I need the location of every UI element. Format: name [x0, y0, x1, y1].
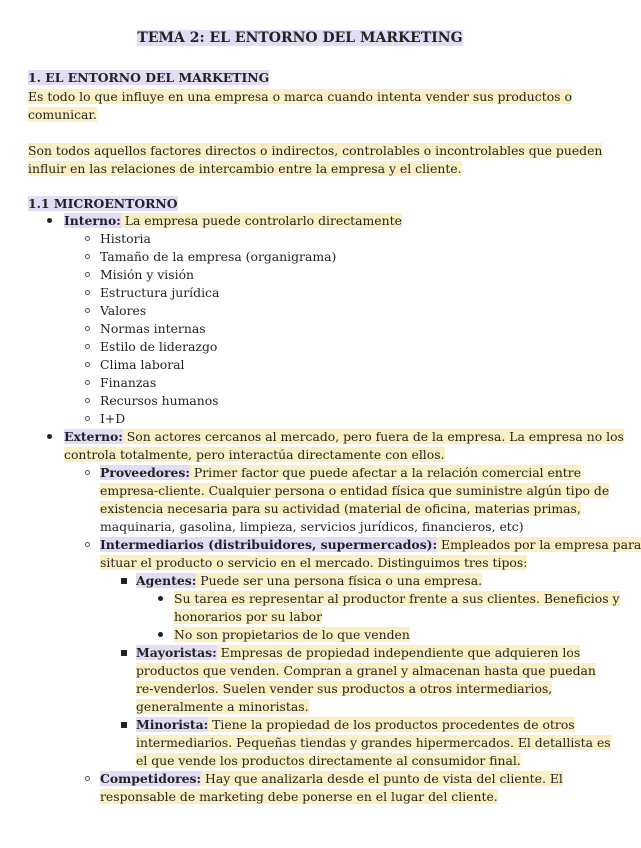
ring-bullet-icon [85, 776, 90, 781]
agentes-label: Agentes: [136, 573, 197, 588]
mayoristas-line3 [136, 680, 552, 698]
p1-line1-text: Es todo lo que influye en una empresa o marca cuando intenta vender sus productos o [28, 89, 572, 104]
ring-bullet-icon [85, 236, 90, 241]
square-bullet-icon [121, 722, 127, 728]
agentes-text: Puede ser una persona física o una empresa. [196, 573, 483, 588]
ring-bullet-icon [85, 470, 90, 475]
agentes-sub1-line1 [174, 590, 620, 608]
ring-bullet-icon [85, 380, 90, 385]
interno-sub-item: Valores [100, 303, 147, 318]
square-bullet-icon [121, 578, 127, 584]
agentes-sub1-line2 [174, 608, 322, 626]
agentes-line [136, 572, 482, 590]
mayoristas-text-4: generalmente a minoristas. [136, 699, 309, 714]
interno-label: Interno: [64, 213, 121, 228]
ring-bullet-icon [85, 542, 90, 547]
intermediarios-label: Intermediarios (distribuidores, supermercados): [100, 537, 438, 552]
minorista-label: Minorista: [136, 717, 209, 732]
ring-bullet-icon [85, 254, 90, 259]
competidores-line1 [100, 770, 563, 788]
ring-bullet-icon [85, 308, 90, 313]
minorista-line3 [136, 752, 521, 770]
bullet-dot-icon [47, 434, 52, 439]
interno-sub-item: Finanzas [100, 375, 157, 390]
interno-sub-item: Normas internas [100, 321, 206, 336]
mayoristas-line1 [136, 644, 580, 662]
section-11-heading-text: 1.1 MICROENTORNO [28, 196, 178, 211]
page-title [0, 28, 600, 48]
competidores-text-2: responsable de marketing debe ponerse en el lugar del cliente. [100, 789, 498, 804]
competidores-line2 [100, 788, 498, 806]
mayoristas-text-3: re-venderlos. Suelen vender sus productos a otros intermediarios, [136, 681, 553, 696]
interno-sub-item: Misión y visión [100, 267, 195, 282]
interno-sub-item: Estructura jurídica [100, 285, 220, 300]
mayoristas-text-2: productos que venden. Compran a granel y almacenan hasta que puedan [136, 663, 596, 678]
agentes-sub1-text-2: honorarios por su labor [174, 609, 323, 624]
agentes-sub2-text: No son propietarios de lo que venden [174, 627, 410, 642]
agentes-sub1-text-1: Su tarea es representar al productor frente a sus clientes. Beneficios y [174, 591, 620, 606]
proveedores-line2 [100, 482, 609, 500]
ring-bullet-icon [85, 416, 90, 421]
ring-bullet-icon [85, 398, 90, 403]
proveedores-text-1: Primer factor que puede afectar a la relación comercial entre [189, 465, 582, 480]
minorista-text-1: Tiene la propiedad de los productos procedentes de otros [208, 717, 575, 732]
externo-line1 [64, 428, 624, 446]
ring-bullet-icon [85, 362, 90, 367]
minorista-line1 [136, 716, 575, 734]
interno-sub-item: I+D [100, 411, 126, 426]
section-1-p1-line1 [28, 88, 572, 106]
externo-label: Externo: [64, 429, 123, 444]
proveedores-text-3: existencia necesaria para su actividad (material de oficina, materias primas, [100, 501, 581, 516]
interno-sub-item: Clima laboral [100, 357, 185, 372]
section-1-p1-line2 [28, 106, 97, 124]
intermediarios-text-1: Empleados por la empresa para [437, 537, 641, 552]
proveedores-label: Proveedores: [100, 465, 190, 480]
intermediarios-line2 [100, 554, 527, 572]
title-text: TEMA 2: EL ENTORNO DEL MARKETING [137, 30, 463, 46]
interno-item [64, 212, 402, 230]
ring-bullet-icon [85, 290, 90, 295]
proveedores-line1 [100, 464, 581, 482]
ring-bullet-icon [85, 344, 90, 349]
proveedores-line3 [100, 500, 581, 518]
proveedores-line4: maquinaria, gasolina, limpieza, servicios jurídicos, financieros, etc) [100, 519, 524, 534]
agentes-sub2 [174, 626, 410, 644]
externo-line2 [64, 446, 445, 464]
section-1-heading-text: 1. EL ENTORNO DEL MARKETING [28, 70, 270, 85]
mayoristas-line4 [136, 698, 309, 716]
bullet-dot-icon [47, 218, 52, 223]
competidores-label: Competidores: [100, 771, 202, 786]
bullet-dot-icon [158, 596, 163, 601]
mayoristas-text-1: Empresas de propiedad independiente que adquieren los [216, 645, 581, 660]
bullet-dot-icon [158, 632, 163, 637]
interno-sub-item: Historia [100, 231, 151, 246]
minorista-text-3: el que vende los productos directamente al consumidor final. [136, 753, 521, 768]
p2-line1-text: Son todos aquellos factores directos o indirectos, controlables o incontrolables que pueden [28, 143, 603, 158]
interno-sub-item: Estilo de liderazgo [100, 339, 218, 354]
mayoristas-line2 [136, 662, 596, 680]
square-bullet-icon [121, 650, 127, 656]
section-1-p2-line1 [28, 142, 602, 160]
externo-text-1: Son actores cercanos al mercado, pero fuera de la empresa. La empresa no los [122, 429, 624, 444]
interno-sub-item: Tamaño de la empresa (organigrama) [100, 249, 337, 264]
ring-bullet-icon [85, 326, 90, 331]
competidores-text-1: Hay que analizarla desde el punto de vista del cliente. El [201, 771, 563, 786]
mayoristas-label: Mayoristas: [136, 645, 217, 660]
section-11-heading [28, 195, 178, 213]
interno-sub-item: Recursos humanos [100, 393, 219, 408]
section-1-p2-line2 [28, 160, 462, 178]
intermediarios-text-2: situar el producto o servicio en el mercado. Distinguimos tres tipos: [100, 555, 528, 570]
proveedores-text-2: empresa-cliente. Cualquier persona o entidad física que suministre algún tipo de [100, 483, 610, 498]
intermediarios-line1 [100, 536, 641, 554]
p2-line2-text: influir en las relaciones de intercambio entre la empresa y el cliente. [28, 161, 462, 176]
minorista-text-2: intermediarios. Pequeñas tiendas y grandes hipermercados. El detallista es [136, 735, 611, 750]
p1-line2-text: comunicar. [28, 107, 97, 122]
interno-text: La empresa puede controlarlo directamente [120, 213, 402, 228]
minorista-line2 [136, 734, 611, 752]
section-1-heading [28, 69, 269, 87]
ring-bullet-icon [85, 272, 90, 277]
externo-text-2: controla totalmente, pero interactúa directamente con ellos. [64, 447, 445, 462]
